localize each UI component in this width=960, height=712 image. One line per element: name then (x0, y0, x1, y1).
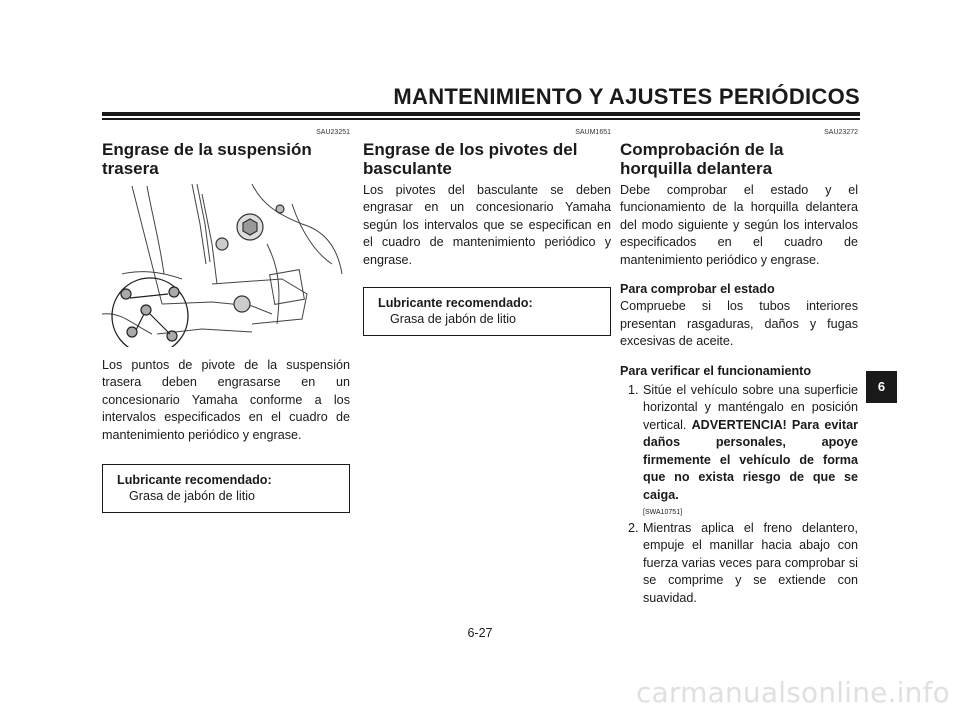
section-code: SAUM1651 (575, 129, 611, 136)
section-code: SAU23272 (824, 129, 858, 136)
watermark: carmanualsonline.info (635, 676, 950, 709)
step-number: 1. (628, 383, 639, 398)
section-body: Los pivotes del basculante se deben engrasar en un concesionario Yamaha según los intervalos que se especifican en el cuadro de mantenimiento periódico y engrase. (363, 183, 611, 267)
lubricant-value: Grasa de jabón de litio (129, 489, 256, 504)
section-title: Engrase de los pivotes del basculante (363, 140, 578, 178)
header-rule-thin (102, 118, 860, 120)
section-title: Comprobación de la horquilla delantera (620, 140, 784, 178)
section-body: Los puntos de pivote de la suspensión trasera deben engrasarse en un concesionario Yamaha conforme a los intervalos especificados en el cuadro de mantenimiento periódico y engrase. (102, 358, 350, 442)
lubricant-value: Grasa de jabón de litio (390, 312, 517, 327)
header-rule (102, 112, 860, 116)
lubricant-label: Lubricante recomendado: (378, 296, 533, 311)
section-code: SAU23251 (316, 129, 350, 136)
step-number: 2. (628, 520, 639, 535)
list-item (620, 520, 858, 607)
lubricant-box (363, 287, 611, 336)
subheading-operation: Para verificar el funcionamiento (620, 363, 812, 378)
section-title: Engrase de la suspensión trasera (102, 140, 312, 178)
steps-list (620, 382, 858, 607)
condition-body: Compruebe si los tubos interiores presentan rasgaduras, daños y fugas excesivas de aceite. (620, 299, 858, 349)
column-front-fork (620, 128, 858, 607)
list-item (620, 382, 858, 518)
step-text: Sitúe el vehículo sobre una superficie horizontal y manténgalo en posición vertical. (643, 383, 858, 432)
step-text: Mientras aplica el freno delantero, empuje el manillar hacia abajo con fuerza varias veces para comprobar si se comprime y se extiende con suavidad. (643, 520, 858, 605)
rear-suspension-illustration (102, 184, 350, 347)
column-rear-suspension (102, 128, 350, 513)
column-swingarm (363, 128, 611, 336)
page-header-title: MANTENIMIENTO Y AJUSTES PERIÓDICOS (393, 84, 860, 109)
lubricant-box (102, 464, 350, 513)
chapter-tab: 6 (866, 371, 897, 403)
lubricant-label: Lubricante recomendado: (117, 473, 272, 488)
warning-text: ADVERTENCIA! Para evitar daños personales, apoye firmemente el vehículo de forma que no exista riesgo de que se caiga. (643, 417, 858, 502)
section-intro: Debe comprobar el estado y el funcionamiento de la horquilla delantera del modo siguiente y según los intervalos especificados en el cuadro de mantenimiento periódico y engrase. (620, 183, 858, 267)
warning-code: [SWA10751] (643, 508, 683, 516)
page-number: 6-27 (467, 626, 493, 640)
subheading-condition: Para comprobar el estado (620, 282, 775, 297)
